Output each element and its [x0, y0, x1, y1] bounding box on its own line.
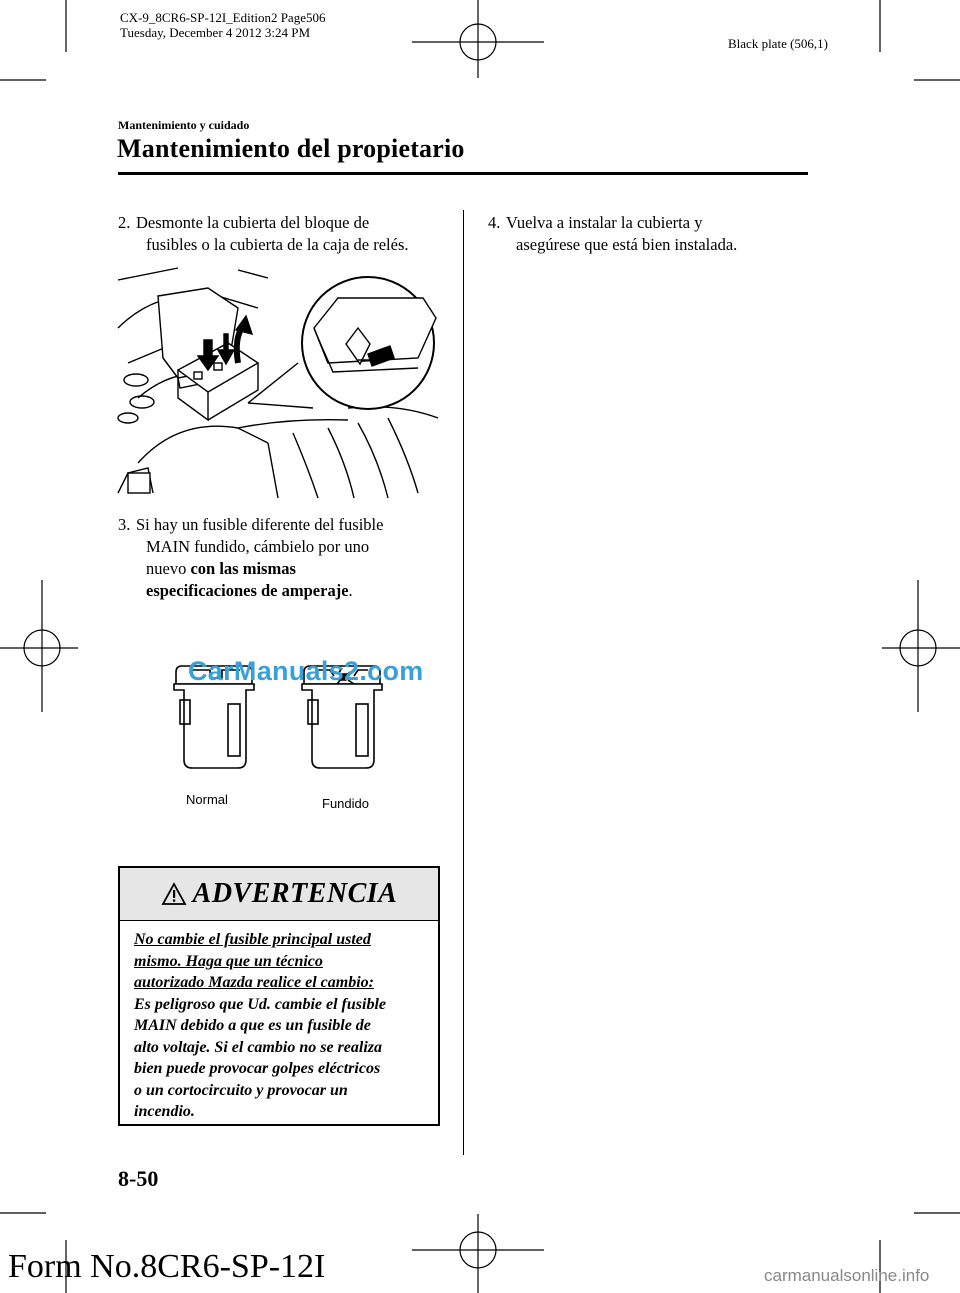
- form-number: Form No.8CR6-SP-12I: [8, 1248, 326, 1285]
- step-text-line: MAIN fundido, cámbielo por uno: [146, 537, 370, 556]
- step-text-line: asegúrese que está bien instalada.: [516, 235, 738, 254]
- warning-header: [120, 868, 438, 921]
- step-text-line: fusibles o la cubierta de la caja de relés.: [146, 235, 409, 254]
- step-text-line: [136, 558, 466, 580]
- step-text-line: [136, 580, 466, 602]
- watermark: CarManuals2.com: [188, 656, 424, 686]
- print-file-line: CX-9_8CR6-SP-12I_Edition2 Page506: [120, 10, 326, 25]
- warning-line: bien puede provocar golpes eléctricos: [134, 1060, 381, 1077]
- print-header: [120, 10, 325, 40]
- step-text-line: Vuelva a instalar la cubierta y: [506, 213, 703, 232]
- column-divider: [463, 210, 464, 1155]
- warning-box: [118, 866, 440, 1126]
- page-title: Mantenimiento del propietario: [117, 134, 465, 163]
- step-text-bold: especificaciones de amperaje: [146, 581, 349, 600]
- warning-line-underlined: No cambie el fusible principal usted: [134, 931, 371, 948]
- warning-line-underlined: mismo. Haga que un técnico: [134, 952, 323, 970]
- fuse-block-illustration: [118, 268, 438, 498]
- warning-title: ADVERTENCIA: [192, 878, 398, 909]
- step-text-bold: con las mismas: [190, 559, 296, 578]
- step-number: 4.: [488, 213, 501, 232]
- step-number: 2.: [118, 213, 131, 232]
- step-text-period: .: [348, 581, 353, 600]
- warning-line: o un cortocircuito y provocar un: [134, 1081, 348, 1099]
- warning-line-underlined: autorizado Mazda realice el cambio:: [134, 974, 374, 991]
- step-text-plain: nuevo: [146, 559, 191, 578]
- warning-body: [120, 921, 438, 1123]
- step-text-line: Desmonte la cubierta del bloque de: [136, 213, 370, 232]
- warning-line: alto voltaje. Si el cambio no se realiza: [134, 1038, 382, 1056]
- warning-line: Es peligroso que Ud. cambie el fusible: [134, 995, 386, 1013]
- fuse-label-normal: Normal: [186, 792, 228, 807]
- step-text-line: Si hay un fusible diferente del fusible: [136, 515, 384, 534]
- page-number: 8-50: [118, 1166, 159, 1191]
- title-rule: [118, 172, 808, 175]
- fuse-label-blown: Fundido: [322, 796, 369, 811]
- warning-line: MAIN debido a que es un fusible de: [134, 1017, 371, 1034]
- section-category: Mantenimiento y cuidado: [118, 118, 250, 132]
- step-number: 3.: [118, 515, 131, 534]
- print-date-line: Tuesday, December 4 2012 3:24 PM: [120, 25, 311, 40]
- footer-url: carmanualsonline.info: [764, 1266, 930, 1285]
- warning-triangle-icon: [161, 882, 187, 906]
- plate-label: Black plate (506,1): [728, 36, 828, 51]
- warning-line: incendio.: [134, 1103, 195, 1120]
